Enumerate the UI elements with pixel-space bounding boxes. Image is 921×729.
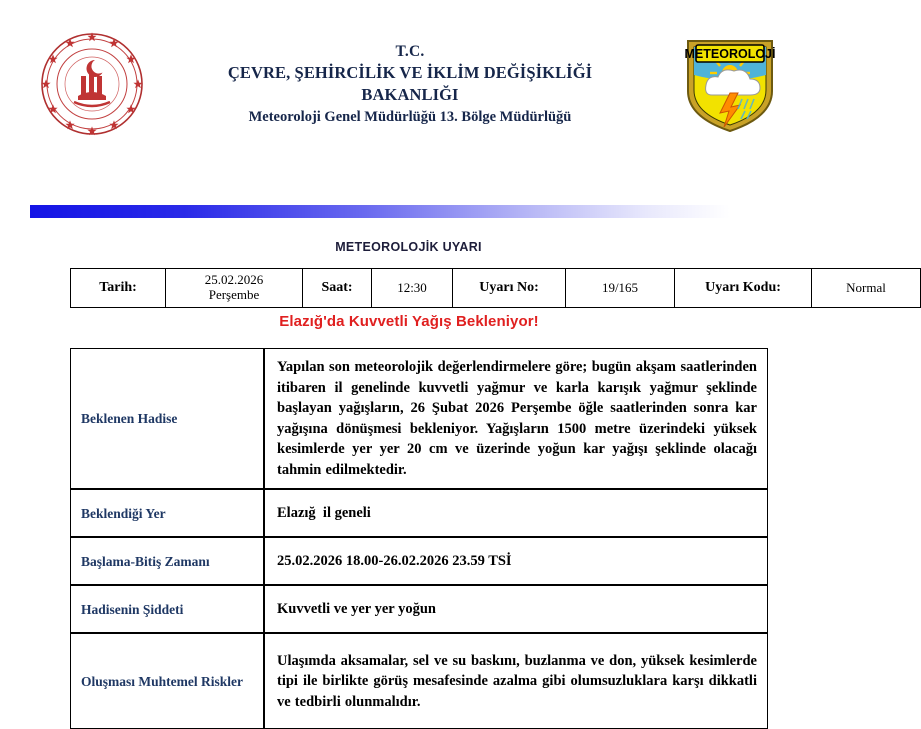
warning-no-label: Uyarı No:: [453, 269, 566, 308]
warning-info-table: [70, 268, 921, 308]
date-value: [166, 269, 303, 308]
row-value-severity: Kuvvetli ve yer yer yoğun: [264, 585, 768, 633]
warning-no-value: 19/165: [566, 269, 675, 308]
table-row: [70, 537, 768, 585]
date-value-line2: Perşembe: [208, 287, 260, 302]
header-line-ministry: ÇEVRE, ŞEHİRCİLİK VE İKLİM DEĞİŞİKLİĞİ: [227, 63, 593, 83]
row-value-expected-event: Yapılan son meteorolojik değerlendirmelere göre; bugün akşam saatlerinden itibaren il genelinde kuvvetli yağmur ve karla karışık yağmur şeklinde başlayan yağışların, 26 Şubat 2026 Perşembe öğle saatlerinden sonra kar yağışına dönüşmesi bekleniyor. Yağışların 1500 metre üzerindeki yüksek kesimlerde yer yer 20 cm ve üzerinde yoğun kar yağışı şeklinde olacağı tahmin edilmektedir.: [264, 348, 768, 489]
document-header: [0, 0, 817, 150]
alert-headline: Elazığ'da Kuvvetli Yağış Bekleniyor!: [279, 313, 539, 330]
section-title: METEOROLOJİK UYARI: [335, 240, 482, 254]
meteoroloji-badge-icon: [680, 33, 780, 135]
warning-code-value: Normal: [812, 269, 921, 308]
warning-details-table: [70, 348, 768, 729]
row-label-severity: Hadisenin Şiddeti: [70, 585, 264, 633]
warning-code-label: Uyarı Kodu:: [675, 269, 812, 308]
row-value-expected-place: Elazığ il geneli: [264, 489, 768, 537]
table-row: [71, 269, 921, 308]
row-value-possible-risks: Ulaşımda aksamalar, sel ve su baskını, buzlanma ve don, yüksek kesimlerde tipi ile birlikte görüş mesafesinde azalma gibi olumsuzluklara karşı dikkatli ve tedbirli olunmalıdır.: [264, 633, 768, 729]
header-line-bakanligi: BAKANLIĞI: [361, 85, 459, 105]
time-value: 12:30: [372, 269, 453, 308]
ministry-title-block: [160, 42, 660, 127]
header-line-directorate: Meteoroloji Genel Müdürlüğü 13. Bölge Müdürlüğü: [248, 108, 572, 125]
row-value-start-end-time: 25.02.2026 18.00-26.02.2026 23.59 TSİ: [264, 537, 768, 585]
row-label-start-end-time: Başlama-Bitiş Zamanı: [70, 537, 264, 585]
blue-gradient-bar: [30, 205, 730, 218]
table-row: [70, 585, 768, 633]
date-label: Tarih:: [71, 269, 166, 308]
table-row: [70, 633, 768, 729]
row-label-expected-event: Beklenen Hadise: [70, 348, 264, 489]
table-row: [70, 348, 768, 489]
row-label-possible-risks: Oluşması Muhtemel Riskler: [70, 633, 264, 729]
row-label-expected-place: Beklendiği Yer: [70, 489, 264, 537]
time-label: Saat:: [303, 269, 372, 308]
ministry-emblem-icon: [38, 30, 146, 138]
header-line-tc: T.C.: [395, 43, 425, 60]
date-value-line1: 25.02.2026: [204, 272, 264, 288]
meteoroloji-badge-label: METEOROLOJİ: [684, 47, 776, 61]
table-row: [70, 489, 768, 537]
